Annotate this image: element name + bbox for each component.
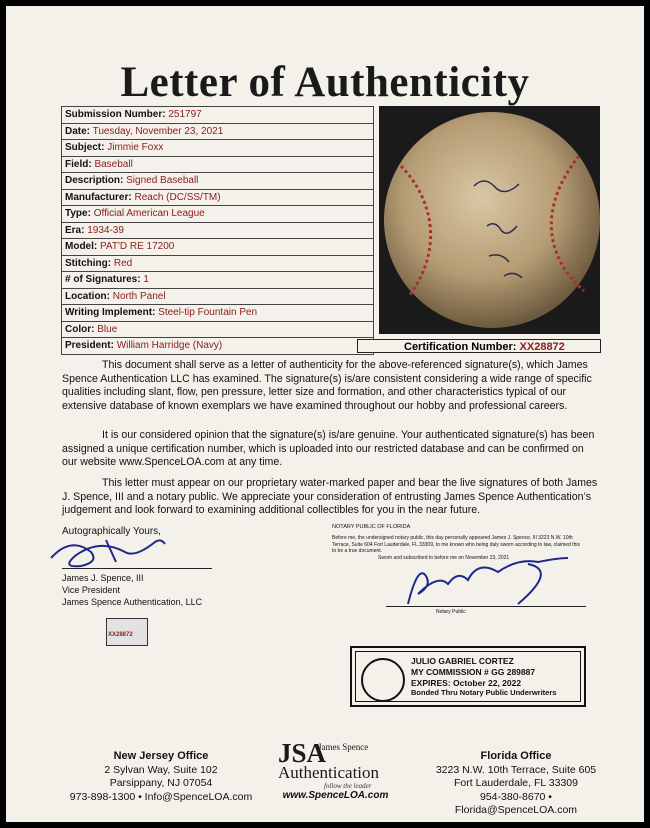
details-label: Location: [65, 290, 110, 302]
details-value: 1934-39 [87, 224, 124, 236]
baseball-photo [379, 106, 600, 334]
jsa-logo-tagline: follow the leader [324, 782, 372, 790]
fl-address-2: Fort Lauderdale, FL 33309 [454, 777, 578, 789]
notary-heading: NOTARY PUBLIC OF FLORIDA [332, 524, 411, 530]
details-cell [62, 222, 374, 239]
details-row [62, 189, 374, 206]
details-row [62, 255, 374, 272]
details-value: Baseball [94, 158, 133, 170]
certification-number [357, 339, 601, 353]
details-row [62, 288, 374, 305]
details-value: Signed Baseball [126, 175, 199, 186]
closing-text: Autographically Yours, [62, 526, 161, 537]
hologram-number: XX28872 [108, 632, 133, 638]
details-cell [62, 305, 374, 322]
signer-name: James J. Spence, III [62, 573, 144, 583]
details-cell [62, 206, 374, 223]
details-row [62, 272, 374, 289]
notary-public-label: Notary Public [436, 609, 466, 615]
stamp-line-3: EXPIRES: October 22, 2022 [411, 677, 522, 688]
details-cell [62, 140, 374, 157]
details-label: Writing Implement: [65, 307, 156, 318]
details-value: Red [113, 257, 133, 269]
details-value: Jimmie Foxx [107, 142, 164, 153]
details-value: Tuesday, November 23, 2021 [92, 125, 224, 137]
details-label: Subject: [65, 142, 105, 153]
details-label: Field: [65, 158, 92, 170]
details-label: Stitching: [65, 257, 112, 269]
notary-stamp [350, 646, 586, 707]
notary-stamp-text [411, 656, 581, 699]
page-title: Letter of Authenticity [120, 59, 530, 106]
signer-company: James Spence Authentication, LLC [62, 597, 203, 607]
stamp-line-4: Bonded Thru Notary Public Underwriters [411, 688, 557, 698]
details-row [62, 321, 374, 338]
details-row [62, 338, 374, 355]
signature-line [62, 568, 212, 569]
details-table [61, 106, 374, 355]
stamp-line-1: JULIO GABRIEL CORTEZ [411, 656, 514, 666]
notary-text: Before me, the undersigned notary public, this day personally appeared James J. Spence, III 3223 N.W. 10th Terrace, Suite 604 Fort Lauderdale, FL 33309, to me known who being duly sworn according to law, claimed this to be a true document. [332, 535, 581, 554]
paragraph-opinion: It is our considered opinion that the signature(s) is/are genuine. Your authenticated signature(s) has been assigned a unique certification number, which is uploaded into our restricted database and can be confirmed on our website www.SpenceLOA.com at any time. [62, 429, 595, 468]
jsa-logo-mark: JSA [278, 738, 327, 768]
notary-signature [398, 556, 578, 608]
notary-stamp-border [355, 651, 581, 702]
details-label: Era: [65, 224, 85, 236]
details-cell [62, 255, 374, 272]
details-cell [62, 123, 374, 140]
details-label: Description: [65, 175, 124, 186]
details-cell [62, 189, 374, 206]
hologram-sticker [106, 618, 148, 646]
details-cell [62, 321, 374, 338]
details-row [62, 123, 374, 140]
nj-address-2: Parsippany, NJ 07054 [109, 777, 213, 789]
baseball-image [379, 106, 600, 334]
details-row [62, 107, 374, 124]
details-label: President: [65, 340, 114, 351]
details-value: Official American League [93, 208, 205, 219]
details-cell [62, 173, 374, 190]
details-value: Steel-tip Fountain Pen [158, 307, 258, 318]
signer-title: Vice President [62, 585, 120, 595]
letter-paper [6, 6, 644, 822]
details-row [62, 206, 374, 223]
certification-label: Certification Number: [404, 341, 517, 353]
details-label: Model: [65, 241, 98, 252]
footer-website-link[interactable]: www.SpenceLOA.com [282, 790, 389, 801]
nj-contact: 973-898-1300 • Info@SpenceLOA.com [69, 790, 253, 803]
details-value: William Harridge (Navy) [116, 340, 223, 351]
paragraph-authenticity: This document shall serve as a letter of authenticity for the above-referenced signature(s), which James Spence Authentication LLC has examined. The signature(s) is/are consistent considering a wide range of specific qualities including slant, flow, pen pressure, letter size and formation, and other characteristics typical of our extensive database of known exemplars we have examined throughout our hobby and professional careers. [62, 359, 592, 412]
fl-address-1: 3223 N.W. 10th Terrace, Suite 605 [435, 763, 597, 776]
details-cell [62, 338, 374, 355]
certification-value: XX28872 [519, 341, 565, 353]
details-value: PAT'D RE 17200 [100, 241, 175, 252]
details-row [62, 156, 374, 173]
signer-block [62, 572, 202, 608]
jsa-logo-name: James Spence [318, 742, 369, 752]
details-value: Reach (DC/SS/TM) [134, 191, 221, 203]
details-row [62, 173, 374, 190]
details-value: 251797 [168, 109, 202, 120]
spence-signature [46, 534, 186, 570]
details-label: Type: [65, 208, 91, 219]
details-row [62, 140, 374, 157]
details-value: Blue [97, 323, 118, 335]
florida-office [421, 750, 611, 818]
details-value: North Panel [112, 290, 166, 302]
new-jersey-office [66, 750, 256, 804]
fl-office-name: Florida Office [480, 750, 552, 762]
details-row [62, 305, 374, 322]
notary-signature-line [386, 606, 586, 607]
details-cell [62, 107, 374, 124]
notary-seal-icon [361, 658, 405, 702]
details-row [62, 222, 374, 239]
details-row [62, 239, 374, 256]
details-value: 1 [143, 274, 149, 285]
details-label: Date: [65, 125, 91, 137]
details-cell [62, 288, 374, 305]
details-label: # of Signatures: [65, 274, 141, 285]
details-cell [62, 156, 374, 173]
paragraph-watermark: This letter must appear on our proprietary water-marked paper and bear the live signatures of both James J. Spence, III and a notary public. We appreciate your consideration of entrusting James Spence Authentication’s judgement and look forward to examining additional collectibles for you in the near future. [62, 477, 598, 516]
notary-sworn: Sworn and subscribed to before me on November 23, 2021 [378, 555, 510, 561]
details-cell [62, 239, 374, 256]
details-label: Submission Number: [65, 109, 166, 120]
nj-office-name: New Jersey Office [113, 750, 209, 762]
details-label: Manufacturer: [65, 191, 132, 203]
stamp-line-2: MY COMMISSION # GG 289887 [411, 666, 536, 677]
fl-contact: 954-380-8670 • Florida@SpenceLOA.com [454, 790, 578, 816]
jsa-logo-word: Authentication [278, 763, 380, 782]
details-cell [62, 272, 374, 289]
nj-address-1: 2 Sylvan Way, Suite 102 [104, 763, 218, 776]
details-label: Color: [65, 323, 95, 335]
